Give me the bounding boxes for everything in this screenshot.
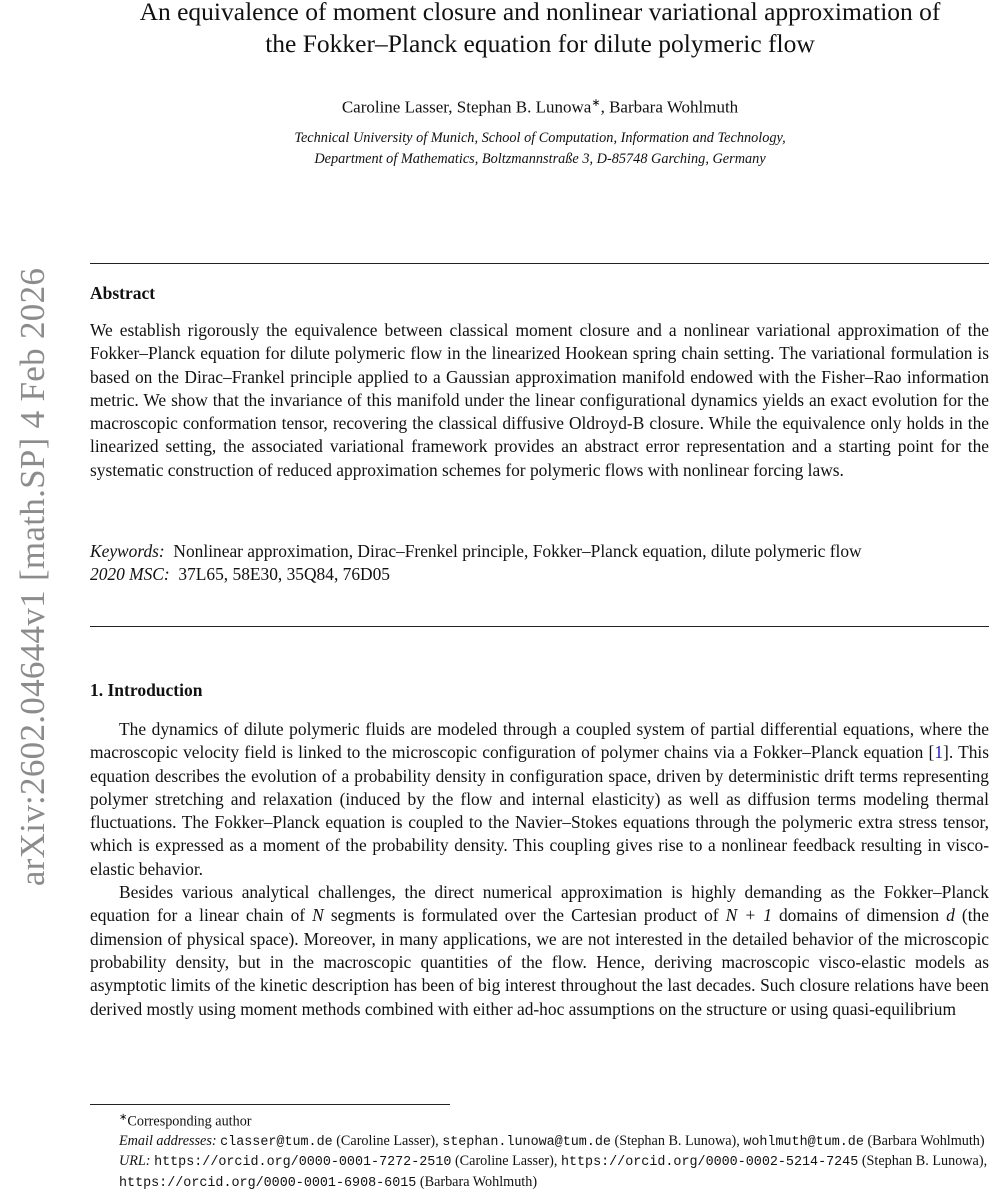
author-last: , Barbara Wohlmuth: [600, 97, 739, 117]
abstract-top-rule: [90, 263, 989, 264]
paper-title: [90, 0, 989, 60]
citation-link[interactable]: 1: [934, 742, 944, 763]
footnote-rule: [90, 1104, 450, 1105]
email-link-lunowa[interactable]: stephan.lunowa@tum.de: [442, 1135, 611, 1151]
footnotes: [90, 1108, 989, 1193]
footnote-urls: URL: https://orcid.org/0000-0001-7272-2510 (Caroline Lasser), https://orcid.org/0000-0002-5214-7245 (Stephan B. Lunowa), https://orcid.org/0000-0001-6908-6015 (Barbara Wohlmuth): [119, 1153, 988, 1191]
author-names: Caroline Lasser, Stephan B. Lunowa: [341, 97, 592, 117]
intro-paragraph-2: Besides various analytical challenges, the direct numerical approximation is highly demanding as the Fokker–Planck equation for a linear chain of N segments is formulated over the Cartesian product of N + 1 domains of dimension d (the dimension of physical space). Moreover, in many applications, we are not interested in the detailed behavior of the microscopic probability density, but in the macroscopic quantities of the flow. Hence, deriving macroscopic visco-elastic models as asymptotic limits of the kinetic description has been of big interest throughout the last decades. Such closure relations have been derived mostly using moment methods combined with either ad-hoc assumptions on the structure or using quasi-equilibrium: [90, 882, 989, 1019]
abstract-heading: Abstract: [90, 283, 156, 303]
keywords-label: Keywords:: [90, 541, 165, 561]
msc-label: 2020 MSC:: [90, 564, 170, 584]
orcid-link-lasser[interactable]: https://orcid.org/0000-0001-7272-2510: [154, 1155, 452, 1171]
keywords-block: [90, 540, 989, 586]
orcid-link-wohlmuth[interactable]: https://orcid.org/0000-0001-6908-6015: [119, 1175, 417, 1191]
orcid-link-lunowa[interactable]: https://orcid.org/0000-0002-5214-7245: [560, 1155, 859, 1171]
section-heading-introduction: 1. Introduction: [90, 680, 203, 700]
title-line-2: the Fokker–Planck equation for dilute polymeric flow: [265, 29, 815, 58]
affiliation-line-2: Department of Mathematics, Boltzmannstraße 3, D-85748 Garching, Germany: [314, 151, 766, 167]
introduction-body: [90, 718, 989, 1021]
affiliation-line-1: Technical University of Munich, School of Computation, Information and Technology,: [294, 130, 786, 146]
keywords-text: Nonlinear approximation, Dirac–Frenkel principle, Fokker–Planck equation, dilute polymeric flow: [173, 541, 862, 561]
footnote-emails: Email addresses: classer@tum.de (Caroline Lasser), stephan.lunowa@tum.de (Stephan B. Lunowa), wohlmuth@tum.de (Barbara Wohlmuth): [119, 1133, 985, 1151]
author-list: [90, 96, 989, 118]
abstract-text: We establish rigorously the equivalence between classical moment closure and a nonlinear variational approximation of the Fokker–Planck equation for dilute polymeric flow in the linearized Hookean spring chain setting. The variational formulation is based on the Dirac–Frankel principle applied to a Gaussian approximation manifold endowed with the Fisher–Rao information metric. We show that the invariance of this manifold under the linear configurational dynamics yields an exact evolution for the macroscopic conformation tensor, recovering the classical diffusive Oldroyd-B closure. While the equivalence only holds in the linearized setting, the associated variational framework provides an abstract error representation and a starting point for the systematic construction of reduced approximation schemes for polymeric flows with nonlinear forcing laws.: [90, 320, 989, 480]
affiliation: [90, 128, 989, 170]
title-line-1: An equivalence of moment closure and nonlinear variational approximation of: [139, 0, 941, 26]
intro-paragraph-1: The dynamics of dilute polymeric fluids are modeled through a coupled system of partial differential equations, where the macroscopic velocity field is linked to the microscopic configuration of polymer chains via a Fokker–Planck equation [1]. This equation describes the evolution of a probability density in configuration space, driven by deterministic drift terms representing polymer stretching and relaxation (induced by the flow and internal elasticity) as well as diffusion terms modeling thermal fluctuations. The Fokker–Planck equation is coupled to the Navier–Stokes equations through the polymeric extra stress tensor, which is expressed as a moment of the probability density. This coupling gives rise to a nonlinear feedback resulting in visco-elastic behavior.: [90, 719, 989, 879]
abstract-bottom-rule: [90, 626, 989, 627]
corresponding-mark: ∗: [591, 97, 601, 109]
arxiv-identifier: arXiv:2602.04644v1 [math.SP] 4 Feb 2026: [13, 267, 52, 887]
email-link-wohlmuth[interactable]: wohlmuth@tum.de: [743, 1135, 864, 1151]
footnote-corresponding: ∗Corresponding author: [119, 1112, 252, 1130]
email-link-lasser[interactable]: classer@tum.de: [220, 1135, 333, 1151]
msc-text: 37L65, 58E30, 35Q84, 76D05: [178, 564, 390, 584]
abstract-body: [90, 319, 989, 482]
